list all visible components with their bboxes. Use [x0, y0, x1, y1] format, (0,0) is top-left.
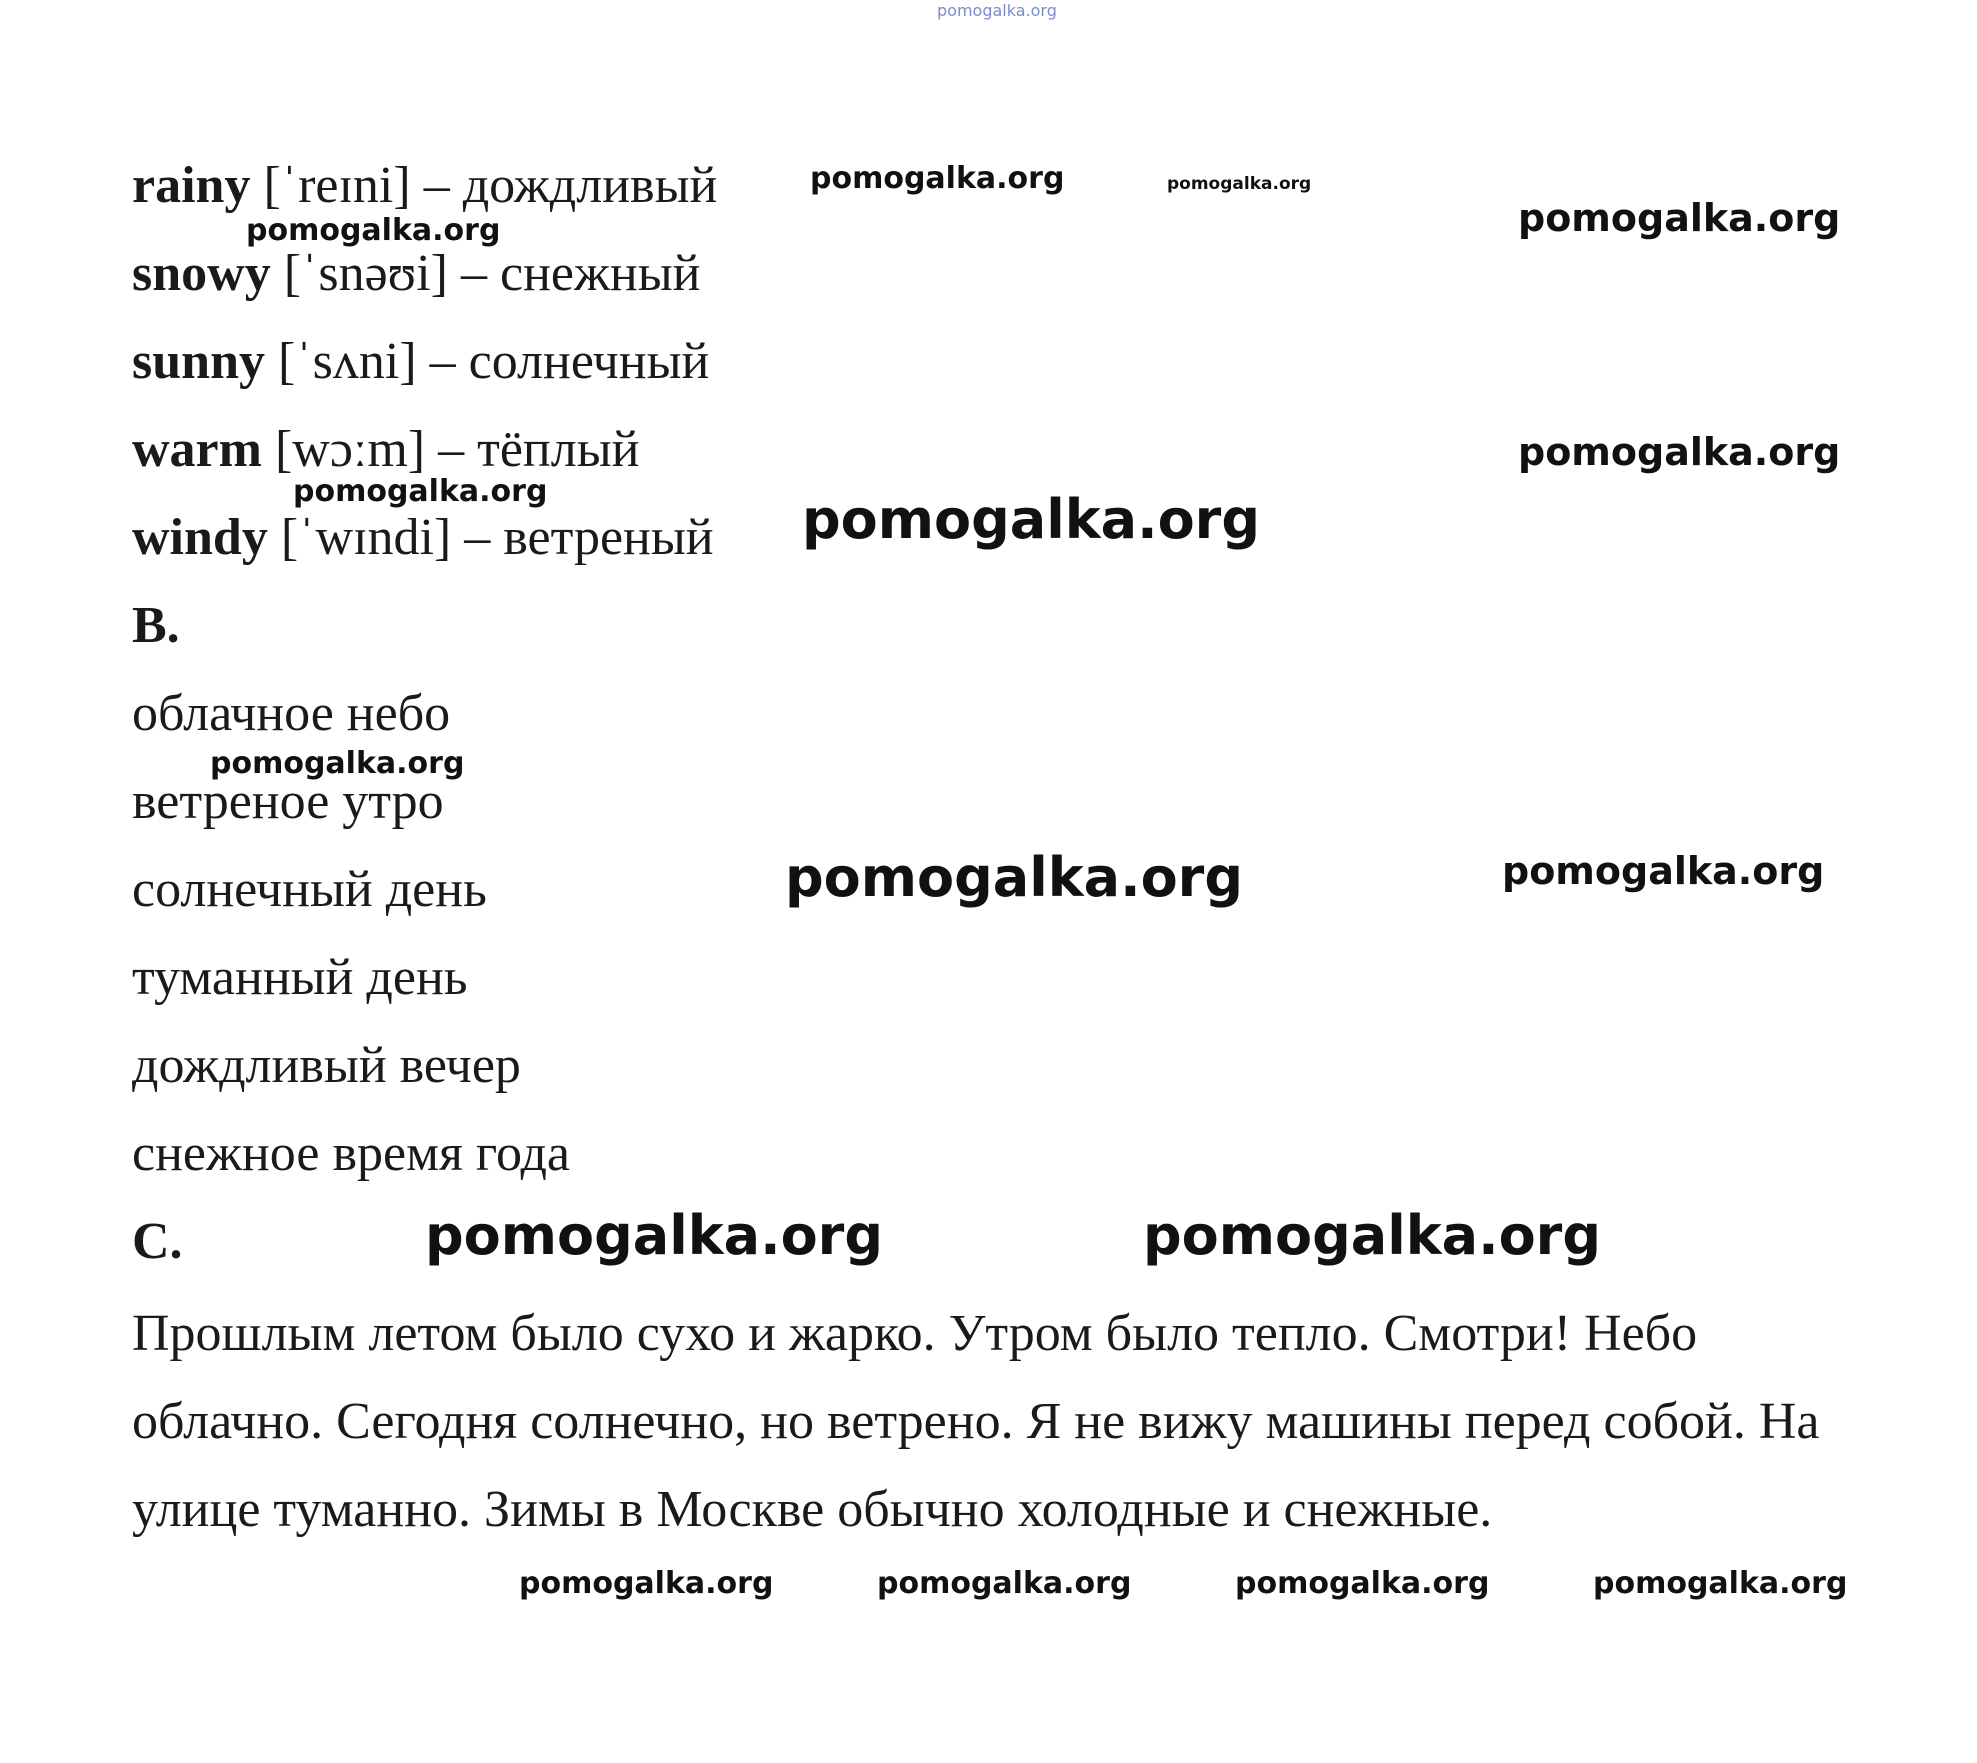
vocab-transcription: [ˈsnəʊi]	[270, 245, 461, 302]
vocab-word: windy	[132, 509, 268, 566]
watermark: pomogalka.org	[810, 161, 1065, 196]
phrase-item: солнечный день	[132, 861, 487, 918]
phrase-item: облачное небо	[132, 685, 451, 742]
vocab-transcription: [ˈsʌni]	[265, 333, 430, 390]
watermark: pomogalka.org	[1518, 196, 1841, 240]
watermark: pomogalka.org	[785, 846, 1243, 909]
section-b-label: B.	[132, 597, 180, 654]
vocab-translation: – ветреный	[464, 509, 714, 566]
watermark: pomogalka.org	[1167, 174, 1312, 194]
phrase-item: снежное время года	[132, 1125, 570, 1182]
vocab-item-snowy	[132, 245, 701, 302]
vocab-word: sunny	[132, 333, 265, 390]
watermark: pomogalka.org	[519, 1566, 774, 1601]
watermark: pomogalka.org	[210, 746, 465, 781]
vocab-translation: – дождливый	[423, 157, 718, 214]
vocab-word: rainy	[132, 157, 251, 214]
watermark: pomogalka.org	[246, 213, 501, 248]
watermark: pomogalka.org	[937, 1, 1057, 20]
vocab-word: warm	[132, 421, 262, 478]
watermark: pomogalka.org	[877, 1566, 1132, 1601]
vocab-translation: – солнечный	[429, 333, 710, 390]
section-c-label: C.	[132, 1213, 183, 1270]
watermark: pomogalka.org	[1143, 1204, 1601, 1267]
watermark: pomogalka.org	[1593, 1566, 1848, 1601]
vocab-word: snowy	[132, 245, 271, 302]
vocab-transcription: [ˈwɪndi]	[267, 509, 465, 566]
watermark: pomogalka.org	[802, 488, 1260, 551]
phrase-item: туманный день	[132, 949, 468, 1006]
watermark: pomogalka.org	[1518, 430, 1841, 474]
vocab-item-warm	[132, 421, 640, 478]
phrase-item: ветреное утро	[132, 773, 444, 830]
vocab-item-rainy	[132, 157, 718, 214]
vocab-item-sunny	[132, 333, 710, 390]
section-c-paragraph: Прошлым летом было сухо и жарко. Утром было тепло. Смотри! Небо облачно. Сегодня солнечно, но ветрено. Я не вижу машины перед собой. На улице туманно. Зимы в Москве обычно холодные и снежные.	[132, 1305, 1820, 1538]
phrase-item: дождливый вечер	[132, 1037, 521, 1094]
vocab-transcription: [ˈreɪni]	[250, 157, 424, 214]
vocab-translation: – тёплый	[438, 421, 640, 478]
vocab-transcription: [wɔːm]	[261, 421, 439, 478]
watermark: pomogalka.org	[1502, 849, 1825, 893]
vocab-translation: – снежный	[460, 245, 701, 302]
watermark: pomogalka.org	[293, 474, 548, 509]
vocab-item-windy	[132, 509, 714, 566]
watermark: pomogalka.org	[1235, 1566, 1490, 1601]
watermark: pomogalka.org	[425, 1204, 883, 1267]
